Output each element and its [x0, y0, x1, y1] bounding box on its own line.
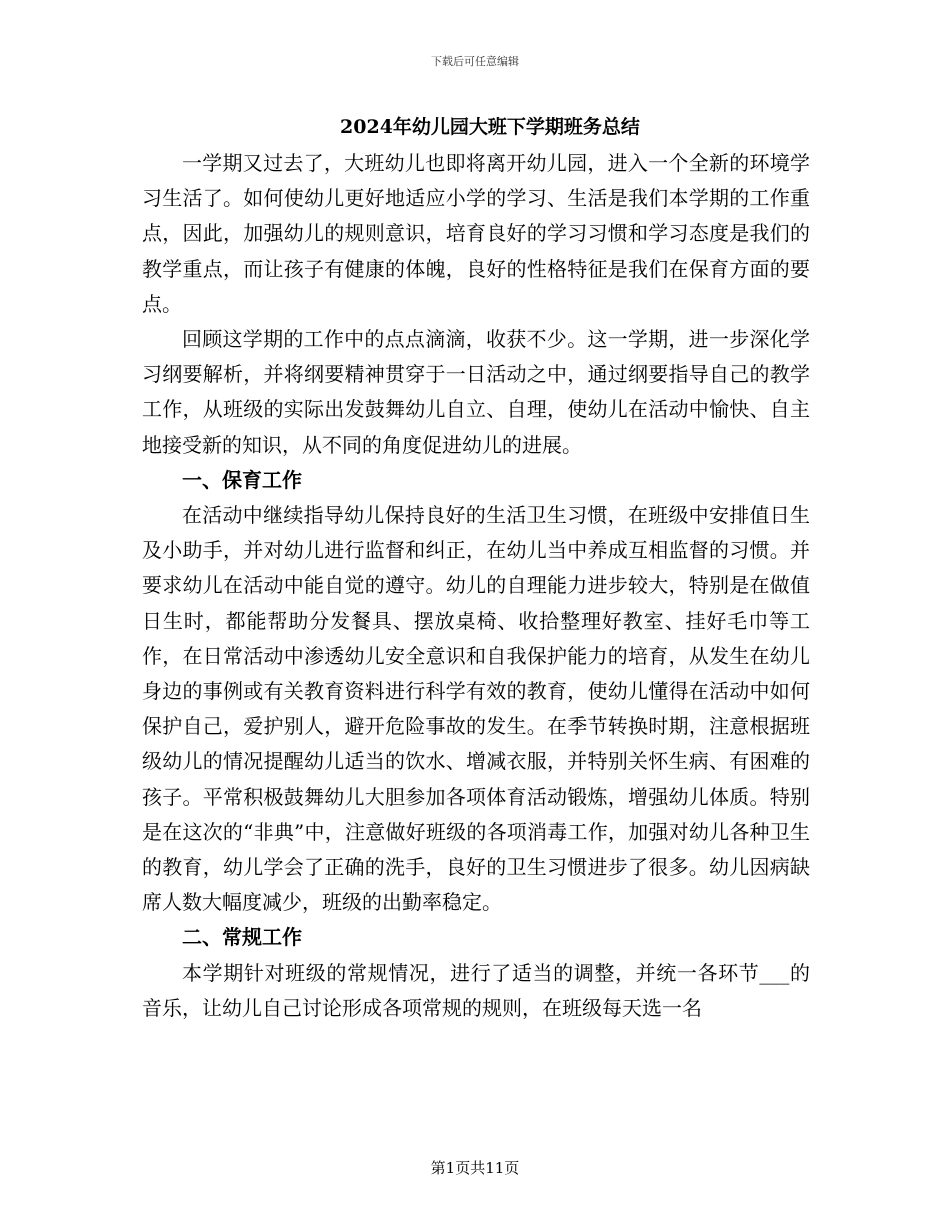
page-number: 第1页共11页: [430, 1159, 520, 1177]
paragraph-routine: 本学期针对班级的常规情况，进行了适当的调整，并统一各环节___的音乐，让幼儿自己讨论形成各项常规的规则，在班级每天选一名: [142, 960, 810, 1020]
section-heading-routine: 二、常规工作: [182, 925, 302, 950]
header-note: 下载后可任意编辑: [431, 55, 519, 68]
section-heading-care: 一、保育工作: [182, 467, 302, 492]
paragraph-review: 回顾这学期的工作中的点点滴滴，收获不少。这一学期，进一步深化学习纲要解析，并将纲要精神贯穿于一日活动之中，通过纲要指导自己的教学工作，从班级的实际出发鼓舞幼儿自立、自理，使幼儿在活动中愉快、自主地接受新的知识，从不同的角度促进幼儿的进展。: [142, 327, 810, 457]
document-body: [142, 146, 810, 1026]
paragraph-intro: 一学期又过去了，大班幼儿也即将离开幼儿园，进入一个全新的环境学习生活了。如何使幼儿更好地适应小学的学习、生活是我们本学期的工作重点，因此，加强幼儿的规则意识，培育良好的学习习惯和学习态度是我们的教学重点，而让孩子有健康的体魄，良好的性格特征是我们在保育方面的要点。: [142, 151, 810, 316]
document-title: 2024年幼儿园大班下学期班务总结: [340, 116, 640, 138]
paragraph-care: 在活动中继续指导幼儿保持良好的生活卫生习惯，在班级中安排值日生及小助手，并对幼儿进行监督和纠正，在幼儿当中养成互相监督的习惯。并要求幼儿在活动中能自觉的遵守。幼儿的自理能力进步较大，特别是在做值日生时，都能帮助分发餐具、摆放桌椅、收拾整理好教室、挂好毛巾等工作，在日常活动中渗透幼儿安全意识和自我保护能力的培育，从发生在幼儿身边的事例或有关教育资料进行科学有效的教育，使幼儿懂得在活动中如何保护自己，爱护别人，避开危险事故的发生。在季节转换时期，注意根据班级幼儿的情况提醒幼儿适当的饮水、增减衣服，并特别关怀生病、有困难的孩子。平常积极鼓舞幼儿大胆参加各项体育活动锻炼，增强幼儿体质。特别是在这次的“非典”中，注意做好班级的各项消毒工作，加强对幼儿各种卫生的教育，幼儿学会了正确的洗手，良好的卫生习惯进步了很多。幼儿因病缺席人数大幅度减少，班级的出勤率稳定。: [142, 503, 810, 915]
